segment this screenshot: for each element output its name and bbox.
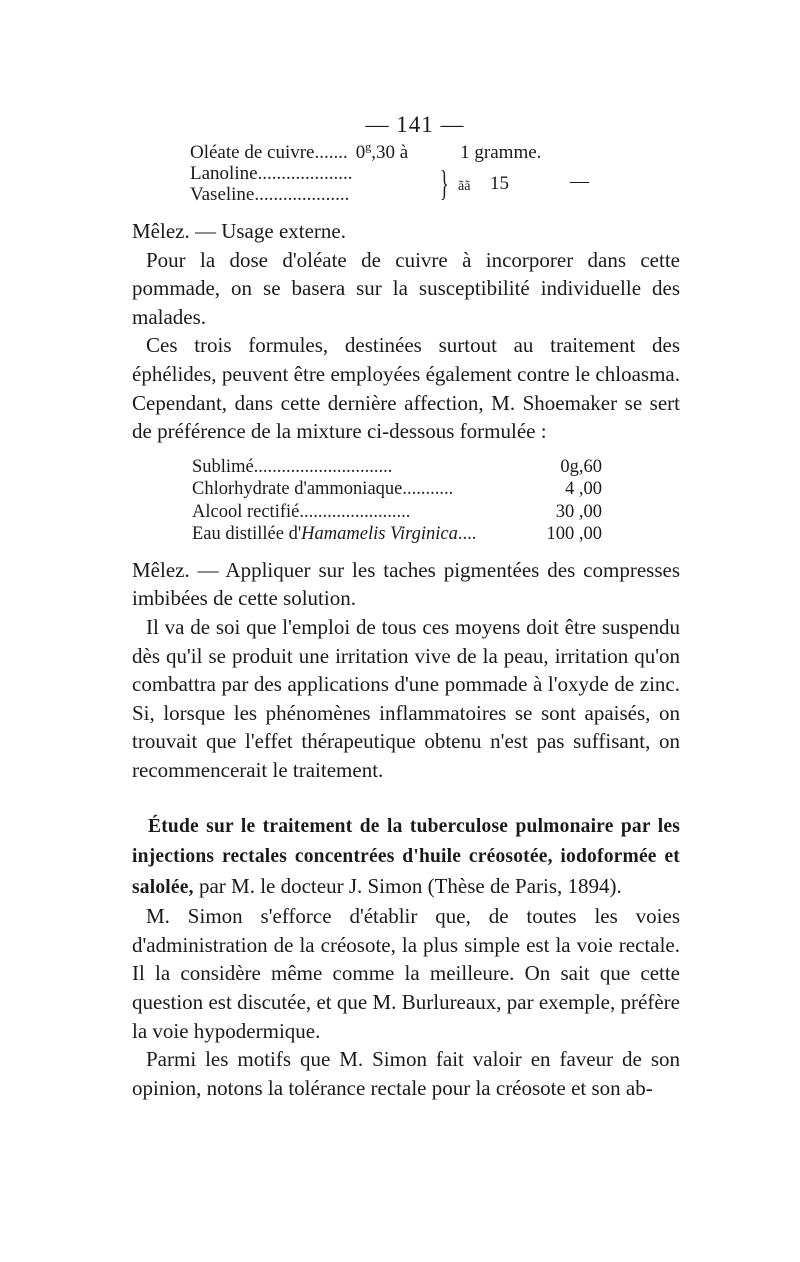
formula-line: Alcool rectifié........................ 30 ,00 bbox=[192, 501, 602, 522]
ingredient-name: Oléate de cuivre bbox=[190, 142, 315, 163]
ingredient-amount: 0g,60 bbox=[560, 456, 602, 477]
formula-line bbox=[190, 163, 353, 184]
paragraph: Mêlez. — Usage externe. bbox=[132, 219, 346, 243]
paragraph: Parmi les motifs que M. Simon fait valoir en faveur de son opinion, notons la tolérance rectale pour la créosote et son ab- bbox=[132, 1047, 680, 1100]
ingredient-amount: 0$^g$,30 à bbox=[355, 139, 409, 163]
ingredient-amount: 4 ,00 bbox=[565, 479, 602, 500]
ingredient-amount: 100 ,00 bbox=[546, 524, 602, 545]
formula-line: Eau distillée d'Hamamelis Virginica.... 100 ,00 bbox=[192, 524, 602, 545]
brace-symbol: } bbox=[440, 163, 449, 203]
section-heading bbox=[132, 811, 680, 903]
paragraph: M. Simon s'efforce d'établir que, de toutes les voies d'administration de la créosote, la plus simple est la voie rectale. Il la considère même comme la meilleure. On sait que cette question est discutée, et que M. Burlureaux, par exemple, préfère la voie hypodermique. bbox=[132, 904, 680, 1043]
formula-line bbox=[190, 184, 353, 205]
formula-line: Sublimé.............................. 0g,60 bbox=[192, 456, 602, 477]
formula-line: Chlorhydrate d'ammoniaque........... 4 ,00 bbox=[192, 479, 602, 500]
ingredient-name: Lanoline bbox=[190, 163, 258, 184]
formula-brace-group bbox=[190, 163, 680, 207]
paragraph: Mêlez. — Appliquer sur les taches pigmentées des compresses imbibées de cette solution. bbox=[132, 557, 680, 611]
ingredient-quantity: 1 gramme. bbox=[460, 142, 542, 163]
brace-value: 15 bbox=[490, 173, 509, 194]
brace-dash: — bbox=[570, 171, 589, 192]
formula-cuivre bbox=[190, 139, 680, 163]
section-title: Étude sur le traitement de la tuberculose pulmonaire par les injections rectales concentrées d'huile créosotée, iodoformée et salolée, bbox=[132, 815, 680, 898]
paragraph: Pour la dose d'oléate de cuivre à incorporer dans cette pommade, on se basera sur la susceptibilité individuelle des malades. bbox=[132, 247, 680, 329]
leader-dots: ....... bbox=[314, 142, 348, 163]
formula-mixture bbox=[192, 456, 602, 546]
ingredient-amount: 30 ,00 bbox=[555, 501, 602, 522]
brace-label: ãã bbox=[458, 179, 471, 194]
book-page bbox=[132, 112, 680, 1102]
leader-dots: .................... bbox=[257, 163, 353, 184]
paragraph: Il va de soi que l'emploi de tous ces moyens doit être suspendu dès qu'il se produit une irritation vive de la peau, irritation qu'on combattra par des applications d'une pommade à l'oxyde de zinc. Si, lorsque les phénomènes inflammatoires se sont apaisés, on trouvait que l'effet thérapeutique obtenu n'est pas suffisant, on recommencerait le traitement. bbox=[132, 614, 680, 782]
formula-line bbox=[190, 139, 680, 163]
ingredient-name: Vaseline bbox=[190, 184, 255, 205]
page-number: — 141 — bbox=[365, 112, 465, 137]
paragraph: Ces trois formules, destinées surtout au traitement des éphélides, peuvent être employées également contre le chloasma. Cependant, dans cette dernière affection, M. Shoemaker se sert de préférence de la mixture ci-dessous formulée : bbox=[132, 333, 680, 444]
leader-dots: .................... bbox=[254, 184, 350, 205]
section-citation: par M. le docteur J. Simon (Thèse de Paris, 1894). bbox=[193, 873, 622, 898]
